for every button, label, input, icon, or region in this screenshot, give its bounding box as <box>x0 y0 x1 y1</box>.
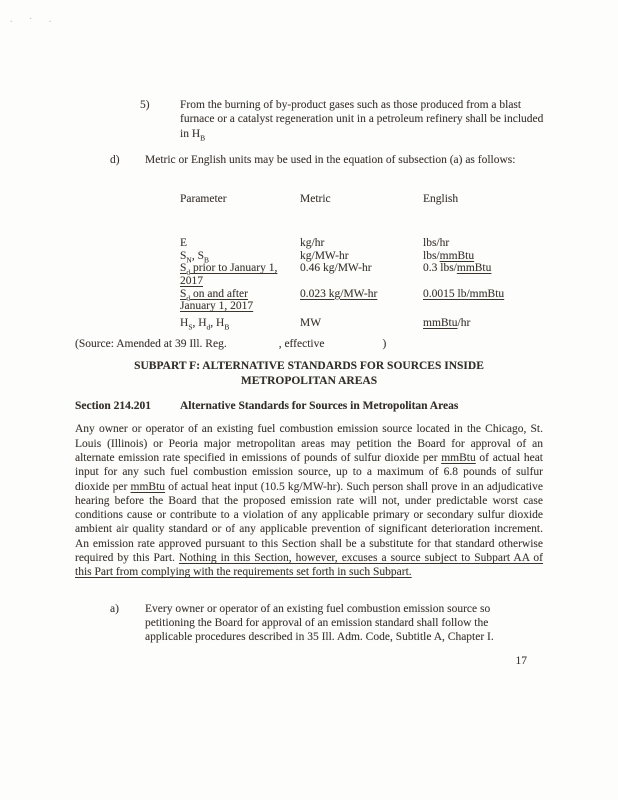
source-note-close: ) <box>382 337 387 350</box>
list-item-d-text: Metric or English units may be used in the equation of subsection (a) as follows: <box>145 153 516 166</box>
list-item-d <box>75 153 543 167</box>
units-table-header-metric: Metric <box>300 193 331 206</box>
list-item-5-text: From the burning of by-product gases such as those produced from a blast furnace or a catalyst regeneration unit in a petroleum refinery shall be included in $H_B$ <box>180 99 544 142</box>
table-cell-metric: 0.023 kg/MW-hr <box>300 287 378 300</box>
section-number: Section 214.201 <box>75 400 152 413</box>
table-cell-parameter: $H_S$, $H_d$, $H_B$ <box>180 317 230 332</box>
table-cell-metric: MW <box>300 317 322 330</box>
page-number: 17 <box>515 654 527 667</box>
table-cell-english: 0.3 lbs/mmBtu <box>423 262 492 275</box>
table-row <box>180 317 543 330</box>
units-table-header-parameter: Parameter <box>180 193 227 206</box>
table-cell-english: lbs/mmBtu <box>423 249 475 262</box>
table-cell-parameter: $S_N$, $S_B$ <box>180 249 209 264</box>
list-item-a-text: Every owner or operator of an existing fuel combustion emission source so petitioning the Board for approval of an emission standard shall follow the applicable procedures described in 35 Ill. Adm. Code, Subtitle A, Chapter I. <box>145 602 494 644</box>
units-table-rows <box>180 237 543 330</box>
table-cell-parameter: $S_d$ on and after January 1, 2017 <box>180 287 254 313</box>
body-paragraph: Any owner or operator of an existing fuel combustion emission source located in the Chicago, St. Louis (Illinois) or Peoria major metropolitan areas may petition the Board for approval of an alternate emission rate specified in emissions of pounds of sulfur dioxide per mmBtu of actual heat input for any such fuel combustion emission source, up to a maximum of 6.8 pounds of sulfur dioxide per mmBtu of actual heat input (10.5 kg/MW-hr). Such person shall prove in an adjudicative hearing before the Board that the proposed emission rate will not, under predictable worst case conditions cause or contribute to a violation of any applicable primary or secondary sulfur dioxide ambient air quality standard or of any applicable prevention of significant deterioration increment. An emission rate approved pursuant to this Section shall be a substitute for that standard otherwise required by this Part. Nothing in this Section, however, excuses a source subject to Subpart AA of this Part from complying with the requirements set forth in such Subpart. <box>75 423 543 579</box>
section-title: Alternative Standards for Sources in Metropolitan Areas <box>180 400 459 413</box>
table-row <box>180 250 543 263</box>
table-row <box>180 262 543 287</box>
table-cell-parameter: $S_d$ prior to January 1, 2017 <box>180 262 278 287</box>
scan-artifact-marks: . · . <box>10 14 59 25</box>
subpart-heading-line2: METROPOLITAN AREAS <box>240 375 378 388</box>
table-cell-metric: kg/hr <box>300 236 325 249</box>
section-heading <box>75 399 543 413</box>
table-cell-parameter: E <box>180 236 188 249</box>
table-cell-english: 0.0015 lb/mmBtu <box>423 287 505 300</box>
table-row <box>180 237 543 250</box>
source-note-text: (Source: Amended at 39 Ill. Reg. <box>75 337 227 350</box>
subpart-heading <box>75 359 543 389</box>
source-note <box>75 337 543 351</box>
table-cell-english: mmBtu/hr <box>423 317 471 330</box>
units-table <box>180 193 543 330</box>
units-table-header <box>180 193 543 206</box>
subpart-heading-line1: SUBPART F: ALTERNATIVE STANDARDS FOR SOURCES INSIDE <box>134 360 484 373</box>
list-item-d-label: d) <box>110 153 120 166</box>
list-item-5 <box>75 98 543 141</box>
list-item-a-label: a) <box>110 602 119 615</box>
table-cell-metric: kg/MW-hr <box>300 249 349 262</box>
list-item-5-label: 5) <box>140 99 150 111</box>
units-table-header-english: English <box>423 193 459 206</box>
list-item-a <box>75 602 543 645</box>
table-cell-metric: 0.46 kg/MW-hr <box>300 262 372 275</box>
table-cell-english: lbs/hr <box>423 236 450 249</box>
table-row <box>180 288 543 313</box>
source-note-effective: , effective <box>278 337 325 350</box>
